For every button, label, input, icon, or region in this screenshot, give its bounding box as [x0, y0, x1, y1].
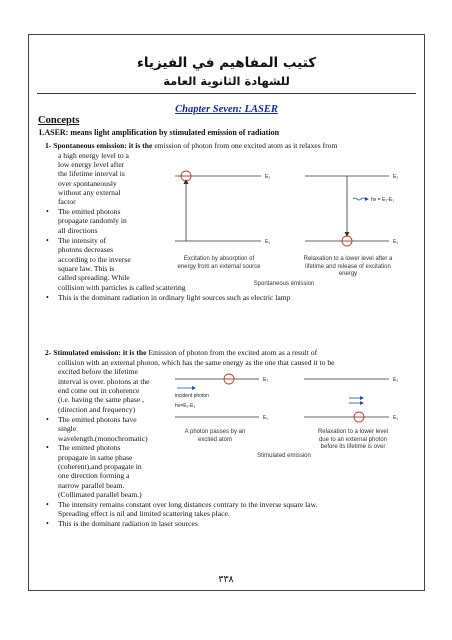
section2-number: 2-	[45, 348, 52, 357]
section1-bullet2-line: according to the inverse	[58, 255, 131, 264]
section2-line: excited before the lifetime	[58, 367, 138, 376]
diagram-caption-left	[167, 429, 263, 444]
section1-bullet1-line: The emitted photons	[58, 207, 121, 216]
arabic-book-title: كتيب المفاهيم في الفيزياء	[136, 55, 317, 71]
concepts-heading: Concepts	[38, 115, 80, 126]
incident-photon-arrowhead	[192, 386, 196, 390]
section1-bullet2-line: The intensity of	[58, 236, 107, 245]
bullet-dot: •	[46, 415, 49, 424]
section1-first-line-text: emission of photon from one excited atom as it relaxes from	[154, 141, 338, 150]
section2-bullet1-line: The emitted photons have	[58, 415, 137, 424]
diagram-caption-right	[283, 256, 413, 279]
section2-line: end come out in coherence	[58, 386, 140, 395]
caption-line: due to an external photon	[318, 436, 388, 443]
section1-line: factor	[58, 197, 76, 206]
document-page	[28, 34, 425, 591]
caption-line: energy	[338, 271, 358, 277]
caption-line: Relaxation to a lower level after a	[303, 256, 393, 262]
section2-bullet1-line: single	[58, 424, 77, 433]
section2-first-line-text: Emission of photon from the excited atom as a result of	[148, 348, 318, 357]
energy-label-e2: E₂	[265, 174, 271, 180]
energy-label-e1: E₁	[393, 415, 399, 421]
incident-photon-label: incident photon	[175, 393, 209, 399]
emitted-photon-arrowhead	[365, 197, 369, 201]
section1-line: low energy level after	[58, 160, 125, 169]
section1-bullet3: This is the dominant radiation in ordinary light sources such as electric lamp	[58, 293, 291, 302]
laser-definition: LASER: means light amplification by stimulated emission of radiation	[39, 128, 280, 137]
caption-line: Excitation by absorption of	[183, 256, 255, 262]
section2-bullet4: This is the dominant radiation in laser sources	[58, 519, 198, 528]
arabic-book-subtitle: للشهادة الثانوية العامة	[163, 74, 290, 88]
section1-number: 1-	[45, 141, 52, 150]
caption-line: Relaxation to a lower level	[317, 429, 389, 435]
caption-line: lifetime and release of excitation	[305, 263, 391, 270]
section2-bullet2-line: (Collimated parallel beam.)	[58, 490, 142, 499]
section2-bullet3-line: Spreading effect is nil and limited scattering takes place.	[58, 509, 230, 518]
section2-line: (i.e. having the same phase ,	[58, 395, 145, 404]
page-number: ٣٣٨	[218, 574, 234, 585]
caption-line: energy from an external source	[177, 263, 261, 270]
energy-label-e1: E₁	[265, 239, 271, 245]
section2-bullet2-line: The emitted photons	[58, 443, 121, 452]
excitation-arrowhead	[184, 179, 189, 184]
emitted-photon-wave	[353, 198, 365, 200]
section2-bullet1-line: wavelength.(monochromatic)	[58, 434, 148, 443]
energy-label-e2: E₂	[263, 377, 269, 383]
bullet-dot: •	[46, 519, 49, 528]
caption-line: A photon passes by an	[184, 429, 246, 435]
spontaneous-emission-diagram	[169, 165, 419, 253]
energy-label-e2: E₂	[393, 377, 399, 383]
photon-energy-equation: hν = E₂-E₁	[371, 197, 394, 203]
section1-line: over spontaneously	[58, 179, 117, 188]
section2-bullet2-line: (coherent),and propagate in	[58, 462, 142, 471]
section2-bullet2-line: propagate in same phase	[58, 453, 133, 462]
caption-line: before its lifetime is over	[320, 444, 386, 450]
section2-line: interval is over. photons at the	[58, 377, 150, 386]
section2-bullet3-line: The intensity remains constant over long distances contrary to the inverse square law.	[58, 500, 318, 509]
diagram-caption-right	[297, 429, 409, 452]
section2-term: Stimulated emission: it is the	[53, 348, 147, 357]
section1-bullet2-line: square law. This is	[58, 264, 115, 273]
bullet-dot: •	[46, 236, 49, 245]
diagram-caption-left	[167, 256, 271, 271]
section2-bullet2-line: one direction forming a	[58, 471, 130, 480]
emitted-photon-arrowhead	[360, 396, 364, 400]
section1-bullet1-line: all directions	[58, 226, 98, 235]
section2-bullet2-line: narrow parallel beam.	[58, 481, 125, 490]
energy-label-e1: E₁	[263, 415, 269, 421]
section1-line: without any external	[58, 188, 121, 197]
section1-bullet1-line: propagate randomly in	[58, 216, 127, 225]
stimulating-photon-arrowhead	[360, 401, 364, 405]
caption-line: excited atom	[197, 436, 233, 443]
section1-line: a high energy level to a	[58, 151, 129, 160]
section1-term: Spontaneous emission: it is the	[53, 141, 153, 150]
energy-label-e2: E₂	[393, 174, 399, 180]
bullet-dot: •	[46, 293, 49, 302]
section2-line: collision with an external photon, which has the same energy as the one that caused it to be	[58, 358, 335, 367]
energy-label-e1: E₁	[393, 239, 399, 245]
section2-first-line	[45, 348, 317, 358]
section1-bullet2-line: called spreading. While	[58, 273, 130, 282]
section1-bullet2-line: photons decreases	[58, 245, 114, 254]
section1-first-line	[45, 141, 337, 151]
bullet-dot: •	[46, 207, 49, 216]
bullet-dot: •	[46, 500, 49, 509]
header-divider	[37, 93, 416, 94]
section1-bullet2-line: collision with particles is called scattering	[58, 283, 186, 292]
photon-energy-equation: hν=E₂-E₁	[175, 403, 196, 409]
bullet-dot: •	[46, 443, 49, 452]
chapter-title: Chapter Seven: LASER	[175, 104, 278, 115]
diagram-caption-bottom: Stimulated emission	[257, 453, 311, 459]
section1-line: the lifetime interval is	[58, 169, 125, 178]
diagram-caption-bottom: Spontaneous emission	[253, 281, 315, 287]
section2-line: (direction and frequency)	[58, 405, 136, 414]
